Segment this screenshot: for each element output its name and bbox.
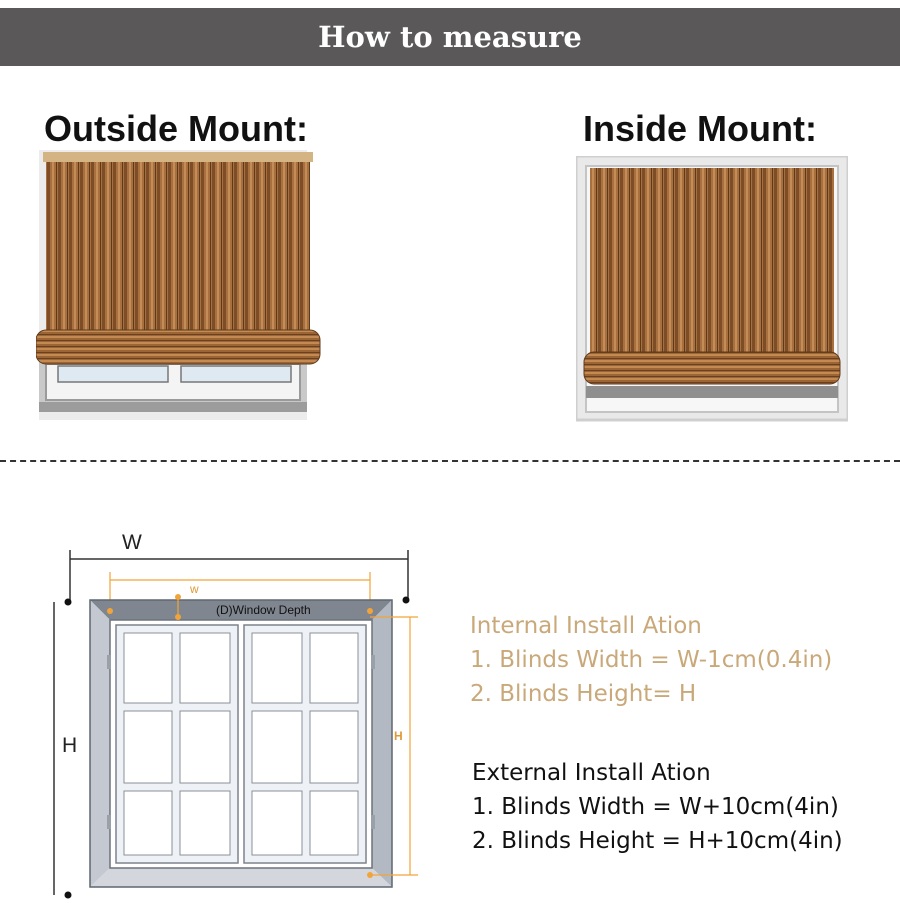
internal-width-rule: 1. Blinds Width = W-1cm(0.4in)	[470, 647, 833, 673]
header-banner	[0, 8, 900, 66]
inner-width-label: w	[190, 582, 199, 596]
external-height-rule: 2. Blinds Height = H+10cm(4in)	[472, 828, 843, 854]
height-bottom-dot	[65, 892, 72, 899]
depth-label: (D)Window Depth	[216, 603, 311, 617]
outer-height-label: H	[62, 734, 78, 757]
section-divider	[0, 460, 900, 462]
inside-mount-title: Inside Mount:	[583, 108, 817, 149]
internal-heading: Internal Install Ation	[470, 613, 702, 639]
inner-height-label: H	[394, 729, 403, 743]
external-heading: External Install Ation	[472, 760, 711, 786]
outside-mount-title: Outside Mount:	[44, 108, 308, 149]
outer-width-label: W	[122, 531, 142, 554]
internal-height-rule: 2. Blinds Height= H	[470, 681, 697, 707]
window-measure-diagram	[40, 525, 430, 904]
height-top-dot	[65, 599, 72, 606]
width-right-dot	[403, 597, 410, 604]
inside-mount-illustration	[576, 156, 848, 422]
external-width-rule: 1. Blinds Width = W+10cm(4in)	[472, 794, 839, 820]
outside-mount-illustration	[36, 150, 328, 420]
header-title: How to measure	[318, 20, 582, 54]
